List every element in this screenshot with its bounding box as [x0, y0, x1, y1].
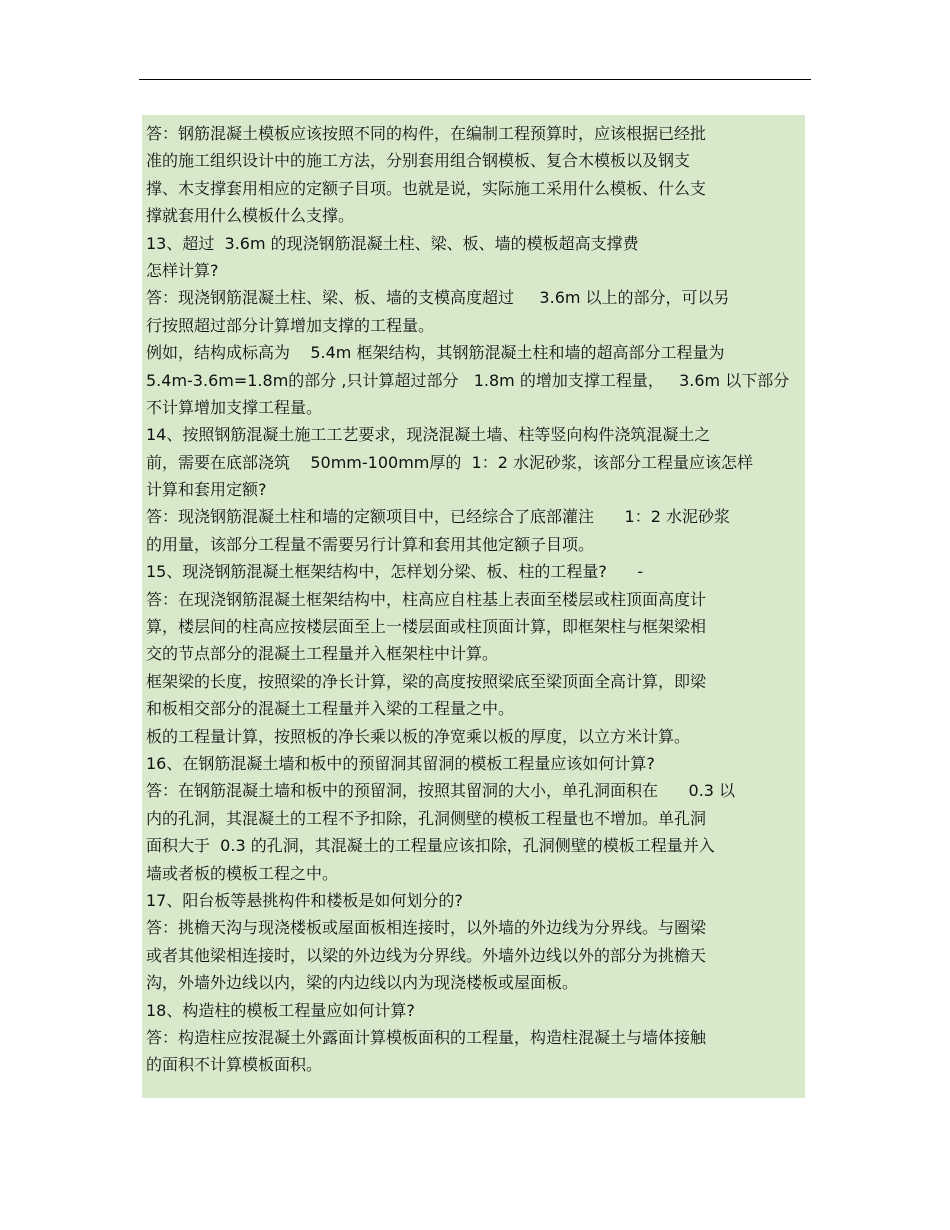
answer-18-line: 的面积不计算模板面积。 [146, 1055, 323, 1075]
answer-16-line: 墙或者板的模板工程之中。 [146, 863, 339, 883]
question-13-line: 13、超过 3.6m 的现浇钢筋混凝土柱、梁、板、墙的模板超高支撑费 [146, 233, 639, 253]
question-18-line: 18、构造柱的模板工程量应如何计算? [146, 1000, 415, 1020]
answer-16-line: 内的孔洞，其混凝土的工程不予扣除，孔洞侧壁的模板工程量也不增加。单孔洞 [146, 808, 707, 828]
answer-13-line: 答：现浇钢筋混凝土柱、梁、板、墙的支模高度超过 3.6m 以上的部分，可以另 [146, 288, 730, 308]
answer-16-line: 答：在钢筋混凝土墙和板中的预留洞，按照其留洞的大小，单孔洞面积在 0.3 以 [146, 781, 736, 801]
text-line: 答：钢筋混凝土模板应该按照不同的构件，在编制工程预算时，应该根据已经批 [146, 124, 707, 143]
answer-17-line: 或者其他梁相连接时，以梁的外边线为分界线。外墙外边线以外的部分为挑檐天 [146, 945, 707, 965]
answer-17-line: 沟，外墙外边线以内，梁的内边线以内为现浇楼板或屋面板。 [146, 973, 579, 993]
example-line: 不计算增加支撑工程量。 [146, 397, 323, 417]
answer-14-line: 答：现浇钢筋混凝土柱和墙的定额项目中，已经综合了底部灌注 1：2 水泥砂浆 [146, 507, 730, 527]
question-16-line: 16、在钢筋混凝土墙和板中的预留洞其留洞的模板工程量应该如何计算? [146, 753, 655, 773]
question-17-line: 17、阳台板等悬挑构件和楼板是如何划分的? [146, 890, 463, 910]
header-rule [139, 79, 811, 80]
question-14-line: 前，需要在底部浇筑 50mm-100mm厚的 1：2 水泥砂浆，该部分工程量应该怎样 [146, 452, 753, 472]
text-line: 撑就套用什么模板什么支撑。 [146, 206, 355, 226]
text-line: 准的施工组织设计中的施工方法，分别套用组合钢模板、复合木模板以及钢支 [146, 151, 691, 171]
example-line: 5.4m-3.6m=1.8m的部分 ,只计算超过部分 1.8m 的增加支撑工程量， 3.6m 以下部分 [146, 370, 790, 390]
document-body [146, 120, 806, 1079]
answer-14-line: 的用量，该部分工程量不需要另行计算和套用其他定额子目项。 [146, 534, 595, 554]
answer-18-line: 答：构造柱应按混凝土外露面计算模板面积的工程量，构造柱混凝土与墙体接触 [146, 1027, 707, 1047]
answer-17-line: 答：挑檐天沟与现浇楼板或屋面板相连接时，以外墙的外边线为分界线。与圈梁 [146, 918, 707, 938]
text-line: 撑、木支撑套用相应的定额子目项。也就是说，实际施工采用什么模板、什么支 [146, 178, 707, 198]
answer-16-line: 面积大于 0.3 的孔洞，其混凝土的工程量应该扣除，孔洞侧壁的模板工程量并入 [146, 836, 715, 856]
question-15-line: 15、现浇钢筋混凝土框架结构中，怎样划分梁、板、柱的工程量? - [146, 562, 644, 582]
answer-15-line: 答：在现浇钢筋混凝土框架结构中，柱高应自柱基上表面至楼层或柱顶面高度计 [146, 589, 707, 609]
answer-15-line: 和板相交部分的混凝土工程量并入梁的工程量之中。 [146, 699, 515, 719]
answer-15-line: 板的工程量计算，按照板的净长乘以板的净宽乘以板的厚度，以立方米计算。 [146, 726, 691, 746]
answer-13-line: 行按照超过部分计算增加支撑的工程量。 [146, 315, 435, 335]
question-14-line: 14、按照钢筋混凝土施工工艺要求，现浇混凝土墙、柱等竖向构件浇筑混凝土之 [146, 425, 711, 445]
example-line: 例如，结构成标高为 5.4m 框架结构，其钢筋混凝土柱和墙的超高部分工程量为 [146, 343, 725, 363]
answer-15-line: 算，楼层间的柱高应按楼层面至上一楼层面或柱顶面计算，即框架柱与框架梁相 [146, 617, 707, 637]
question-13-line: 怎样计算? [146, 260, 219, 280]
question-14-line: 计算和套用定额? [146, 480, 267, 500]
answer-15-line: 交的节点部分的混凝土工程量并入框架柱中计算。 [146, 644, 499, 664]
answer-15-line: 框架梁的长度，按照梁的净长计算，梁的高度按照梁底至梁顶面全高计算，即梁 [146, 671, 707, 691]
